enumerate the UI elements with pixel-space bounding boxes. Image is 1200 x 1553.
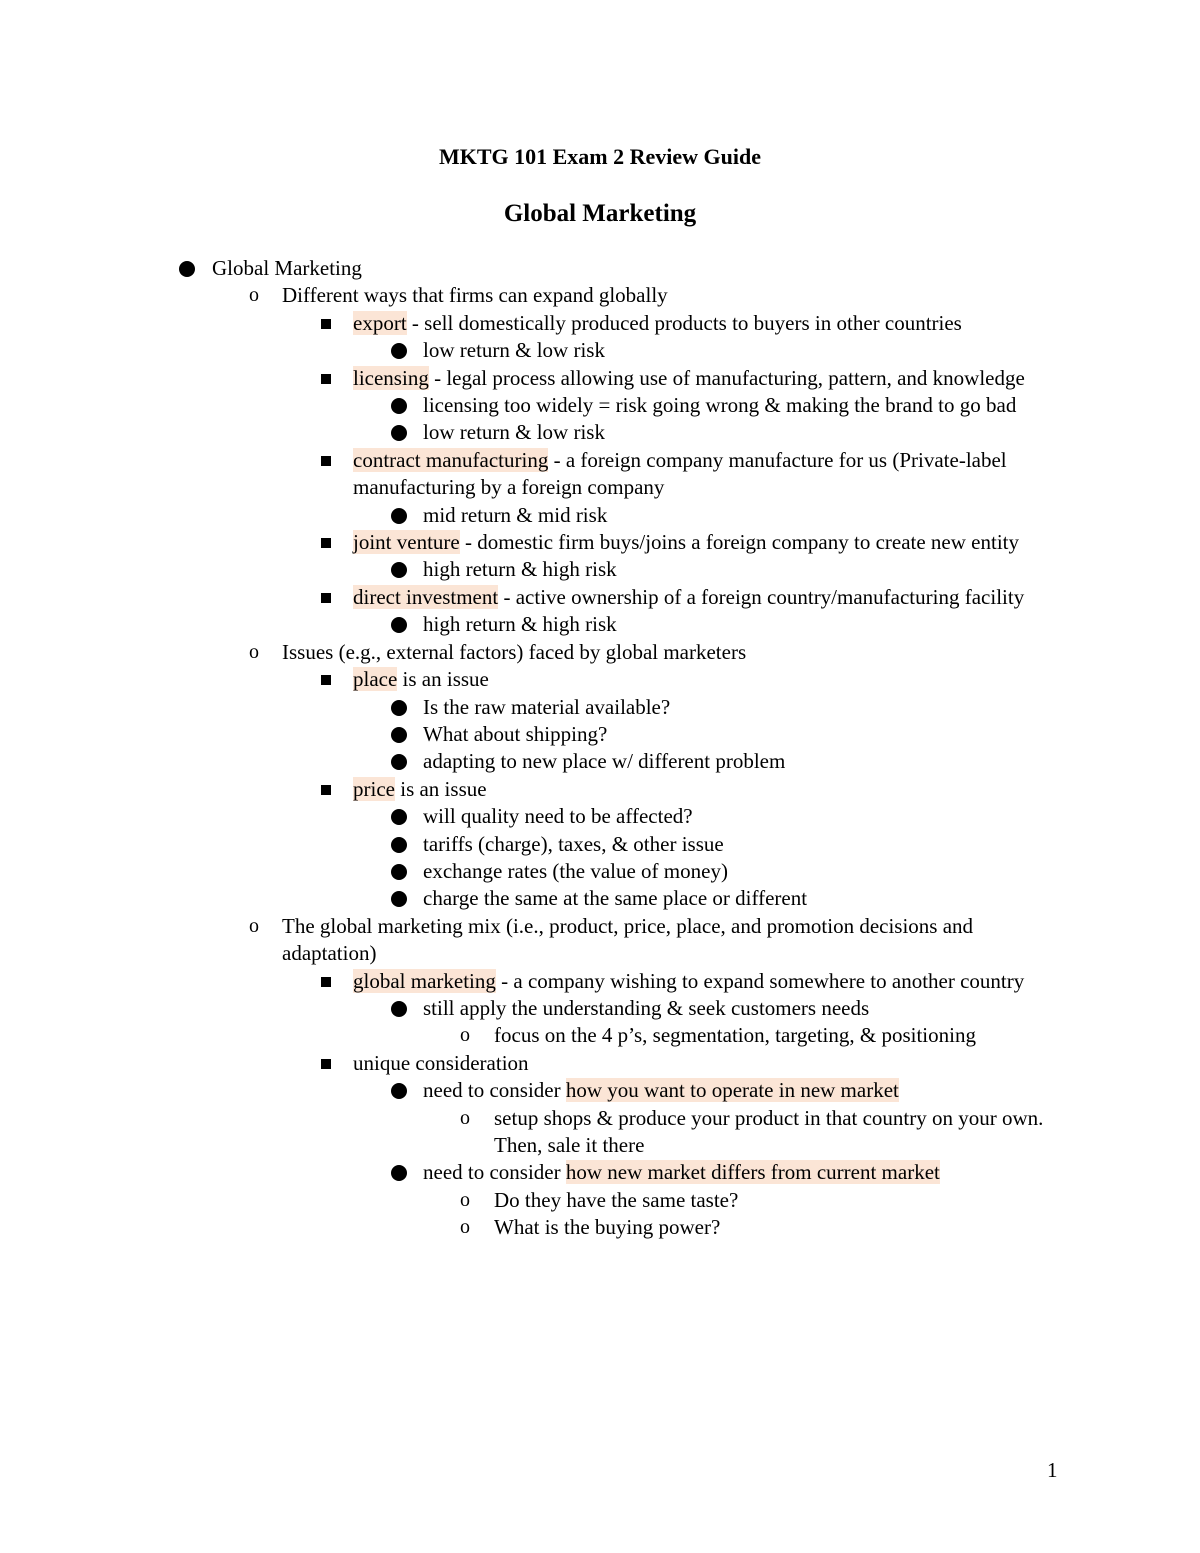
item-text-segment: - a foreign company manufacture for us (Private-label manufacturing by a foreign company xyxy=(353,447,1007,500)
outline-item-text xyxy=(494,1105,1060,1160)
highlighted-term: place xyxy=(353,667,398,692)
outline-item-text xyxy=(353,529,1060,556)
round-bullet-icon xyxy=(179,261,195,277)
outline-item-level-2 xyxy=(0,639,1200,666)
outline-item-text xyxy=(353,447,1060,502)
item-text-segment: still apply the understanding & seek customers needs xyxy=(423,995,870,1020)
round-bullet-icon xyxy=(391,837,407,853)
item-text-segment: charge the same at the same place or different xyxy=(423,886,808,911)
hollow-circle-bullet-icon: o xyxy=(460,1216,470,1239)
item-text-segment: unique consideration xyxy=(353,1050,529,1075)
item-text-segment: - a company wishing to expand somewhere to another country xyxy=(495,968,1025,993)
outline-item-text xyxy=(353,666,1060,693)
round-bullet-icon xyxy=(391,727,407,743)
round-bullet-icon xyxy=(391,754,407,770)
outline-item-level-5 xyxy=(0,1022,1200,1049)
outline-item-text xyxy=(423,803,1060,830)
item-text-segment: need to consider xyxy=(423,1160,566,1185)
item-text-segment: Global Marketing xyxy=(212,256,362,280)
square-bullet-icon xyxy=(321,538,331,548)
outline-item-text xyxy=(494,1022,1060,1049)
hollow-circle-bullet-icon: o xyxy=(249,640,259,663)
outline-item-level-3 xyxy=(0,666,1200,693)
item-text-segment: is an issue xyxy=(394,776,487,801)
round-bullet-icon xyxy=(391,343,407,359)
item-text-segment: - legal process allowing use of manufacturing, pattern, and knowledge xyxy=(428,365,1025,390)
outline-item-text xyxy=(353,776,1060,803)
outline-item-text xyxy=(423,748,1060,775)
outline-item-level-4 xyxy=(0,419,1200,446)
item-text-segment: Different ways that firms can expand globally xyxy=(282,283,668,308)
outline-list xyxy=(0,255,1200,1242)
outline-item-text xyxy=(353,310,1060,337)
item-text-segment: tariffs (charge), taxes, & other issue xyxy=(423,831,724,856)
outline-item-level-2 xyxy=(0,913,1200,968)
outline-item-text xyxy=(353,1050,1060,1077)
square-bullet-icon xyxy=(321,785,331,795)
outline-item-text xyxy=(423,419,1060,446)
square-bullet-icon xyxy=(321,1059,331,1069)
outline-item-level-3 xyxy=(0,968,1200,995)
highlighted-term: how you want to operate in new market xyxy=(565,1078,899,1103)
outline-item-text xyxy=(423,337,1060,364)
item-text-segment: focus on the 4 p’s, segmentation, targeting, & positioning xyxy=(494,1023,976,1048)
outline-item-text xyxy=(353,968,1060,995)
outline-item-level-3 xyxy=(0,584,1200,611)
round-bullet-icon xyxy=(391,864,407,880)
outline-item-level-3 xyxy=(0,447,1200,502)
outline-item-text xyxy=(494,1214,1060,1241)
highlighted-term: how new market differs from current market xyxy=(565,1160,940,1185)
item-text-segment: - active ownership of a foreign country/manufacturing facility xyxy=(498,584,1025,609)
item-text-segment: high return & high risk xyxy=(423,557,617,582)
round-bullet-icon xyxy=(391,1001,407,1017)
outline-item-level-4 xyxy=(0,392,1200,419)
item-text-segment: What about shipping? xyxy=(423,721,608,746)
outline-item-text xyxy=(423,1077,1060,1104)
round-bullet-icon xyxy=(391,891,407,907)
outline-item-text xyxy=(423,1159,1060,1186)
outline-item-level-4 xyxy=(0,748,1200,775)
outline-item-text xyxy=(282,913,1060,968)
square-bullet-icon xyxy=(321,374,331,384)
hollow-circle-bullet-icon: o xyxy=(249,914,259,937)
round-bullet-icon xyxy=(391,508,407,524)
square-bullet-icon xyxy=(321,319,331,329)
round-bullet-icon xyxy=(391,1083,407,1099)
document-title: MKTG 101 Exam 2 Review Guide xyxy=(438,144,762,169)
outline-item-level-5 xyxy=(0,1187,1200,1214)
item-text-segment: adapting to new place w/ different problem xyxy=(423,749,786,774)
outline-item-level-4 xyxy=(0,611,1200,638)
highlighted-term: licensing xyxy=(353,365,429,390)
outline-item-level-4 xyxy=(0,1159,1200,1186)
item-text-segment: is an issue xyxy=(397,667,489,692)
outline-item-level-4 xyxy=(0,885,1200,912)
outline-item-level-4 xyxy=(0,831,1200,858)
outline-item-level-4 xyxy=(0,556,1200,583)
outline-item-text xyxy=(423,694,1060,721)
round-bullet-icon xyxy=(391,562,407,578)
outline-item-level-4 xyxy=(0,1077,1200,1104)
highlighted-term: joint venture xyxy=(353,530,460,555)
item-text-segment: Do they have the same taste? xyxy=(494,1187,739,1212)
outline-item-text xyxy=(282,639,1060,666)
outline-item-level-3 xyxy=(0,1050,1200,1077)
square-bullet-icon xyxy=(321,977,331,987)
item-text-segment: What is the buying power? xyxy=(494,1215,721,1240)
round-bullet-icon xyxy=(391,809,407,825)
outline-item-text xyxy=(212,255,1060,282)
round-bullet-icon xyxy=(391,700,407,716)
hollow-circle-bullet-icon: o xyxy=(460,1106,470,1129)
highlighted-term: global marketing xyxy=(353,968,496,993)
item-text-segment: mid return & mid risk xyxy=(423,502,608,527)
highlighted-term: export xyxy=(353,310,407,335)
outline-item-level-1 xyxy=(0,255,1200,282)
item-text-segment: Issues (e.g., external factors) faced by global marketers xyxy=(282,639,747,664)
round-bullet-icon xyxy=(391,425,407,441)
highlighted-term: direct investment xyxy=(353,584,499,609)
outline-item-level-5 xyxy=(0,1214,1200,1241)
page-number: 1 xyxy=(1047,1458,1058,1482)
outline-item-text xyxy=(423,611,1060,638)
outline-item-text xyxy=(423,885,1060,912)
item-text-segment: - sell domestically produced products to buyers in other countries xyxy=(406,310,962,335)
item-text-segment: need to consider xyxy=(423,1078,566,1103)
outline-item-text xyxy=(423,831,1060,858)
outline-item-level-4 xyxy=(0,337,1200,364)
item-text-segment: The global marketing mix (i.e., product, price, place, and promotion decisions and adaptation) xyxy=(282,913,974,966)
outline-item-text xyxy=(353,584,1060,611)
square-bullet-icon xyxy=(321,675,331,685)
outline-item-text xyxy=(423,392,1060,419)
square-bullet-icon xyxy=(321,456,331,466)
outline-item-level-4 xyxy=(0,858,1200,885)
round-bullet-icon xyxy=(391,617,407,633)
outline-item-text xyxy=(282,282,1060,309)
outline-item-level-4 xyxy=(0,694,1200,721)
item-text-segment: low return & low risk xyxy=(423,338,605,363)
item-text-segment: licensing too widely = risk going wrong & making the brand to go bad xyxy=(423,393,1017,418)
item-text-segment: exchange rates (the value of money) xyxy=(423,858,728,883)
outline-item-level-3 xyxy=(0,365,1200,392)
outline-item-level-4 xyxy=(0,502,1200,529)
outline-item-level-4 xyxy=(0,721,1200,748)
outline-item-level-3 xyxy=(0,310,1200,337)
section-heading: Global Marketing xyxy=(503,200,697,227)
item-text-segment: setup shops & produce your product in that country on your own. Then, sale it there xyxy=(494,1105,1044,1157)
outline-item-text xyxy=(494,1187,1060,1214)
outline-item-text xyxy=(423,858,1060,885)
highlighted-term: price xyxy=(353,776,395,801)
hollow-circle-bullet-icon: o xyxy=(249,284,259,307)
outline-item-level-4 xyxy=(0,803,1200,830)
outline-item-text xyxy=(423,995,1060,1022)
item-text-segment: low return & low risk xyxy=(423,420,605,445)
hollow-circle-bullet-icon: o xyxy=(460,1188,470,1211)
highlighted-term: contract manufacturing xyxy=(353,447,549,472)
outline-item-text xyxy=(353,365,1060,392)
square-bullet-icon xyxy=(321,593,331,603)
hollow-circle-bullet-icon: o xyxy=(460,1024,470,1047)
round-bullet-icon xyxy=(391,398,407,414)
item-text-segment: Is the raw material available? xyxy=(423,694,671,719)
outline-item-level-4 xyxy=(0,995,1200,1022)
outline-item-text xyxy=(423,502,1060,529)
item-text-segment: - domestic firm buys/joins a foreign company to create new entity xyxy=(459,530,1019,555)
round-bullet-icon xyxy=(391,1165,407,1181)
item-text-segment: high return & high risk xyxy=(423,612,617,637)
outline-item-level-5 xyxy=(0,1105,1200,1160)
item-text-segment: will quality need to be affected? xyxy=(423,804,693,829)
outline-item-level-2 xyxy=(0,282,1200,309)
outline-item-text xyxy=(423,556,1060,583)
outline-item-level-3 xyxy=(0,776,1200,803)
outline-item-level-3 xyxy=(0,529,1200,556)
outline-item-text xyxy=(423,721,1060,748)
